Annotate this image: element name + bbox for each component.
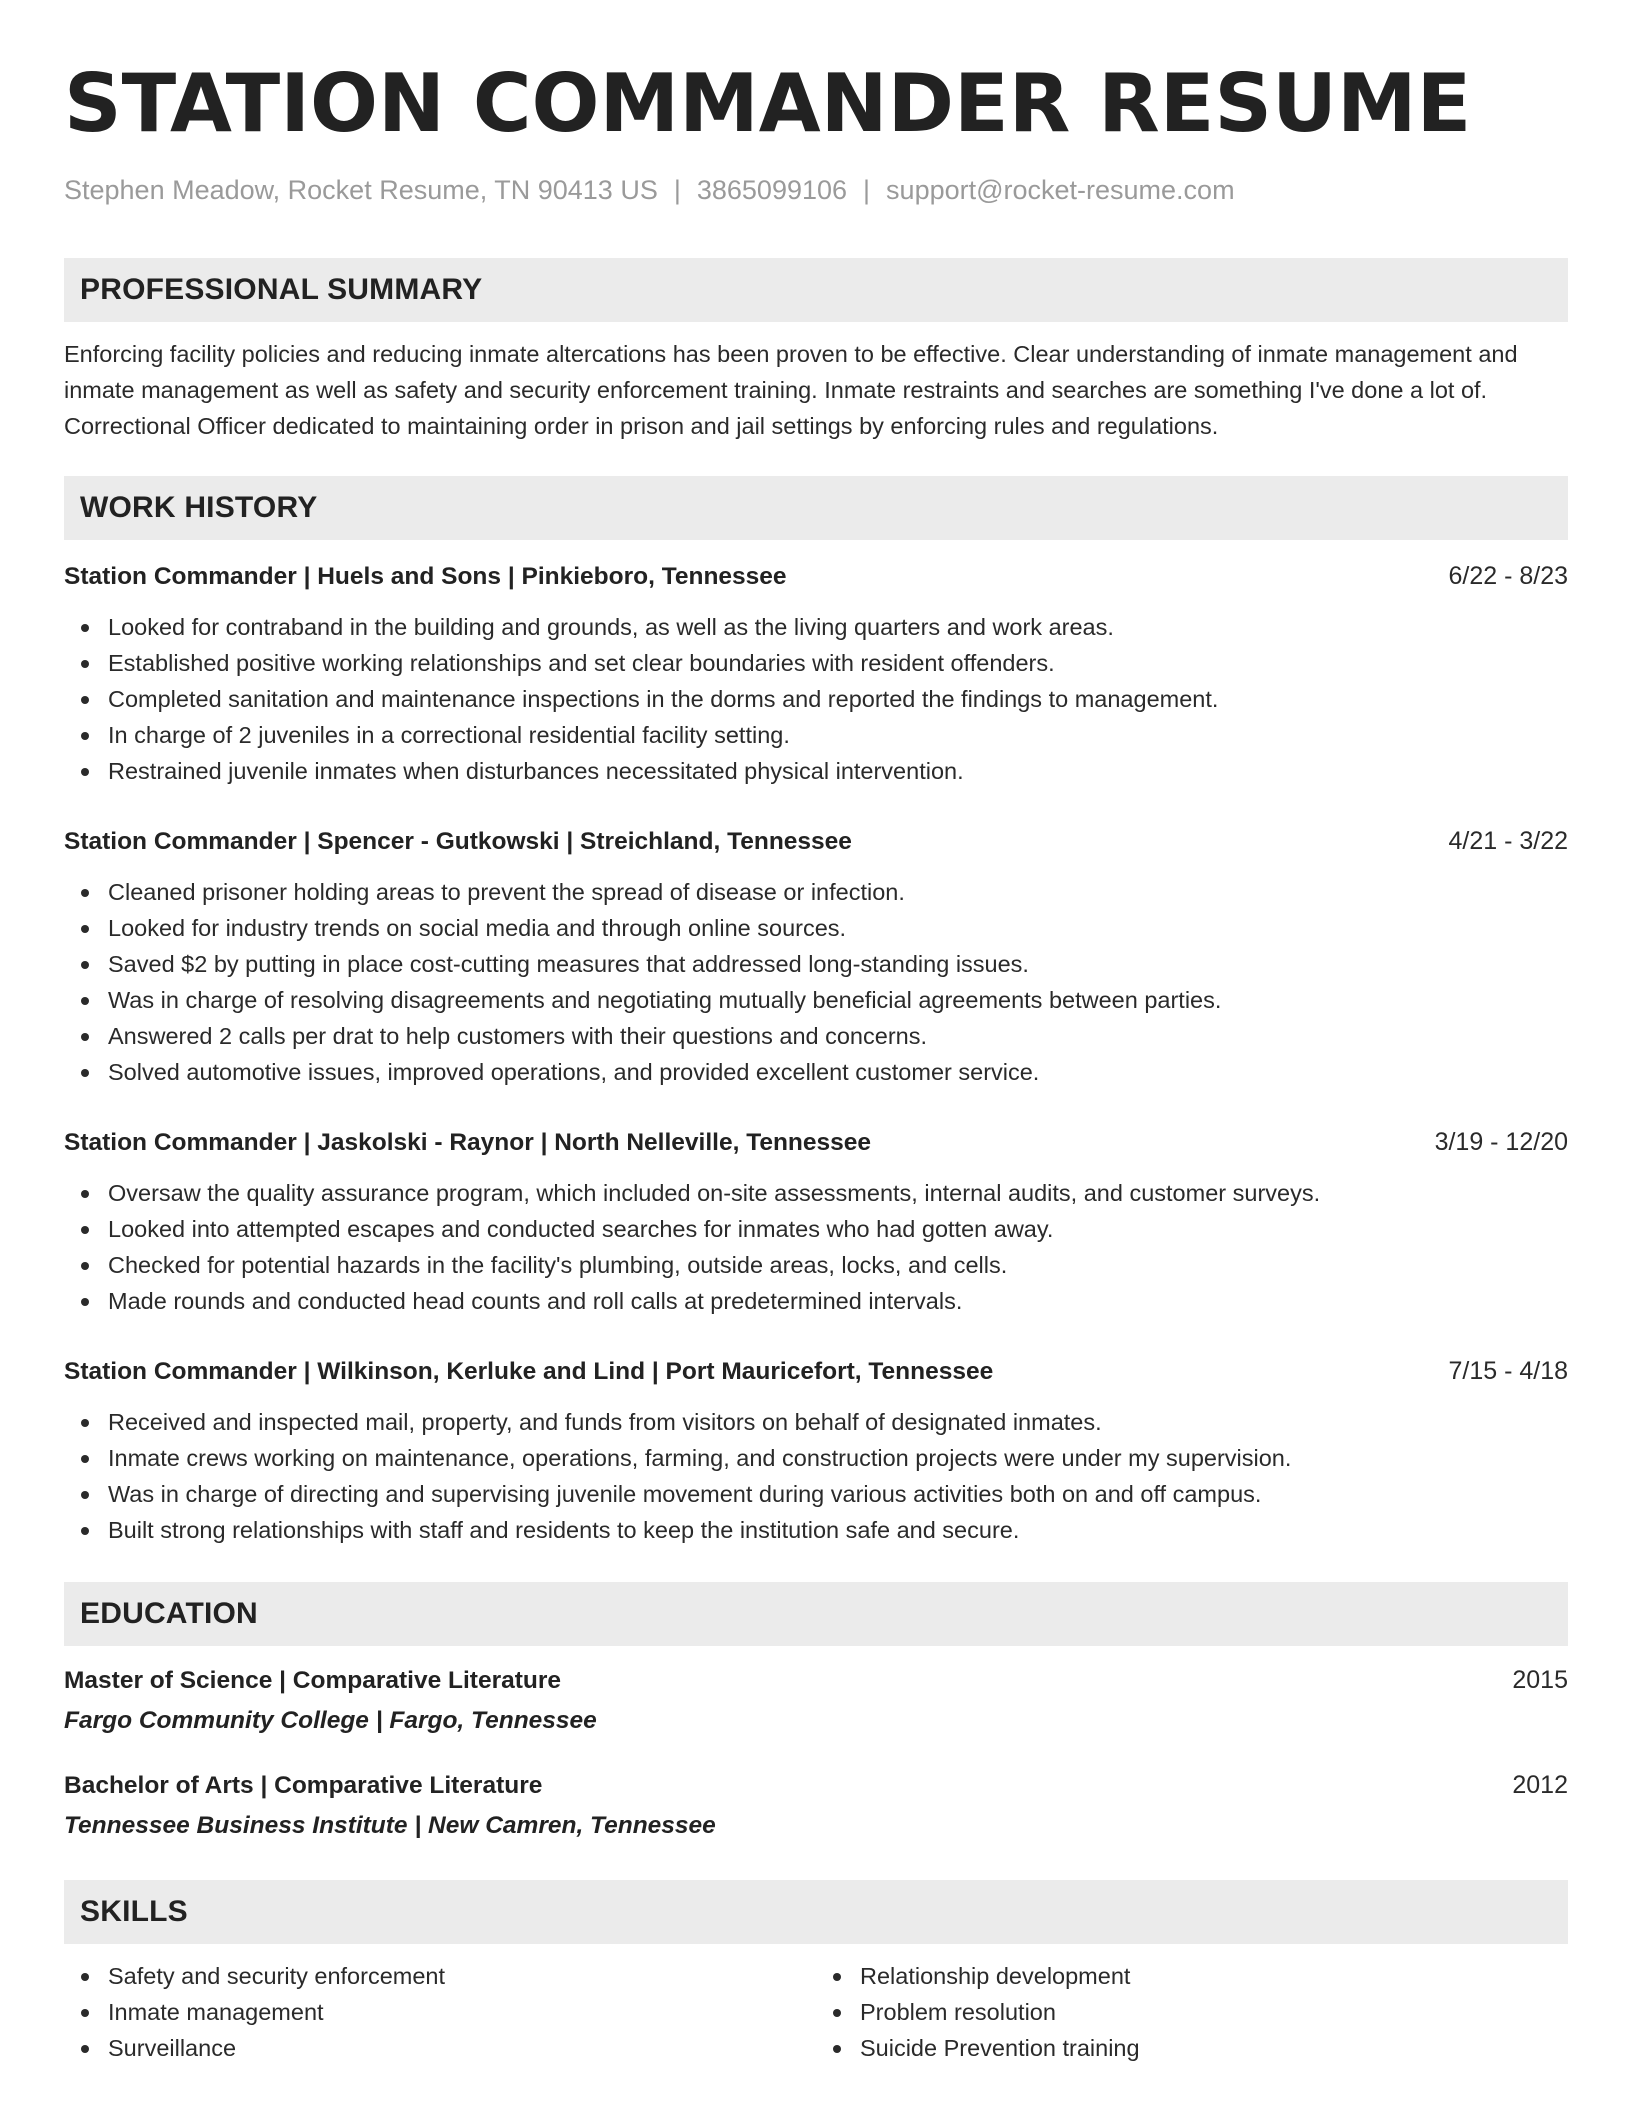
- contact-address: Stephen Meadow, Rocket Resume, TN 90413 US: [64, 175, 658, 205]
- job-duty: Solved automotive issues, improved operations, and provided excellent customer service.: [108, 1054, 1568, 1090]
- job-duty: In charge of 2 juveniles in a correctional residential facility setting.: [108, 717, 1568, 753]
- education-school: Tennessee Business Institute | New Camren, Tennessee: [64, 1812, 716, 1839]
- education-year: 2015: [1512, 1666, 1568, 1694]
- job-duties: [64, 609, 1568, 789]
- education-degree: Master of Science | Comparative Literature: [64, 1667, 562, 1694]
- work-history-section: [64, 476, 1568, 1548]
- job-header: [64, 558, 1568, 595]
- skills-list: [816, 1958, 1568, 2066]
- skill-item: Surveillance: [108, 2030, 816, 2066]
- job-duty: Checked for potential hazards in the facility's plumbing, outside areas, locks, and cells.: [108, 1247, 1568, 1283]
- job-entry: [64, 558, 1568, 789]
- education-entry: [64, 1662, 1568, 1739]
- education-section: [64, 1582, 1568, 1844]
- skill-item: Safety and security enforcement: [108, 1958, 816, 1994]
- skills-column-left: [64, 1958, 816, 2066]
- section-header-education: EDUCATION: [64, 1582, 1568, 1646]
- job-duty: Restrained juvenile inmates when disturbances necessitated physical intervention.: [108, 753, 1568, 789]
- skills-column-right: [816, 1958, 1568, 2066]
- job-duty: Looked into attempted escapes and conducted searches for inmates who had gotten away.: [108, 1211, 1568, 1247]
- job-duty: Was in charge of resolving disagreements and negotiating mutually beneficial agreements between parties.: [108, 982, 1568, 1018]
- job-dates: 3/19 - 12/20: [1434, 1128, 1568, 1156]
- contact-separator: |: [673, 175, 681, 205]
- education-degree: Bachelor of Arts | Comparative Literature: [64, 1772, 543, 1799]
- skills-section: [64, 1880, 1568, 2066]
- job-duty: Inmate crews working on maintenance, operations, farming, and construction projects were under my supervision.: [108, 1440, 1568, 1476]
- contact-phone: 3865099106: [696, 175, 848, 205]
- section-header-work-history: WORK HISTORY: [64, 476, 1568, 540]
- summary-text: Enforcing facility policies and reducing inmate altercations has been proven to be effective. Clear understanding of inmate management and inmate management as well as safety and security enforcement training. Inmate restraints and searches are something I've done a lot of. Correctional Officer dedicated to maintaining order in prison and jail settings by enforcing rules and regulations.: [64, 341, 1518, 439]
- job-header: [64, 1124, 1568, 1161]
- education-header: [64, 1662, 1568, 1699]
- education-school: Fargo Community College | Fargo, Tennessee: [64, 1707, 597, 1734]
- job-duty: Built strong relationships with staff and residents to keep the institution safe and secure.: [108, 1512, 1568, 1548]
- contact-email: support@rocket-resume.com: [886, 175, 1235, 205]
- job-duties: [64, 1175, 1568, 1319]
- job-duty: Looked for industry trends on social media and through online sources.: [108, 910, 1568, 946]
- resume-title: STATION COMMANDER RESUME: [64, 57, 1472, 150]
- job-title: Station Commander | Spencer - Gutkowski | Streichland, Tennessee: [64, 828, 852, 855]
- job-duties: [64, 1404, 1568, 1548]
- job-entry: [64, 823, 1568, 1090]
- job-header: [64, 1353, 1568, 1390]
- skill-item: Relationship development: [860, 1958, 1568, 1994]
- skill-item: Inmate management: [108, 1994, 816, 2030]
- job-duty: Looked for contraband in the building and grounds, as well as the living quarters and work areas.: [108, 609, 1568, 645]
- contact-line: [64, 172, 1568, 208]
- contact-separator: |: [863, 175, 871, 205]
- job-duty: Oversaw the quality assurance program, which included on-site assessments, internal audits, and customer surveys.: [108, 1175, 1568, 1211]
- job-duty: Answered 2 calls per drat to help customers with their questions and concerns.: [108, 1018, 1568, 1054]
- section-header-skills: SKILLS: [64, 1880, 1568, 1944]
- skill-item: Problem resolution: [860, 1994, 1568, 2030]
- job-duty: Was in charge of directing and supervising juvenile movement during various activities both on and off campus.: [108, 1476, 1568, 1512]
- job-dates: 7/15 - 4/18: [1448, 1357, 1568, 1385]
- education-entry: [64, 1767, 1568, 1844]
- job-duty: Established positive working relationships and set clear boundaries with resident offenders.: [108, 645, 1568, 681]
- job-entry: [64, 1353, 1568, 1548]
- education-header: [64, 1767, 1568, 1804]
- job-duty: Received and inspected mail, property, and funds from visitors on behalf of designated inmates.: [108, 1404, 1568, 1440]
- job-dates: 6/22 - 8/23: [1448, 562, 1568, 590]
- skills-columns: [64, 1958, 1568, 2066]
- section-header-summary: PROFESSIONAL SUMMARY: [64, 258, 1568, 322]
- job-duties: [64, 874, 1568, 1090]
- job-header: [64, 823, 1568, 860]
- job-title: Station Commander | Wilkinson, Kerluke and Lind | Port Mauricefort, Tennessee: [64, 1358, 994, 1385]
- skills-list: [64, 1958, 816, 2066]
- job-duty: Made rounds and conducted head counts and roll calls at predetermined intervals.: [108, 1283, 1568, 1319]
- job-duty: Saved $2 by putting in place cost-cutting measures that addressed long-standing issues.: [108, 946, 1568, 982]
- job-title: Station Commander | Jaskolski - Raynor | North Nelleville, Tennessee: [64, 1129, 872, 1156]
- job-entry: [64, 1124, 1568, 1319]
- job-duty: Completed sanitation and maintenance inspections in the dorms and reported the findings to management.: [108, 681, 1568, 717]
- job-duty: Cleaned prisoner holding areas to prevent the spread of disease or infection.: [108, 874, 1568, 910]
- skill-item: Suicide Prevention training: [860, 2030, 1568, 2066]
- job-dates: 4/21 - 3/22: [1448, 827, 1568, 855]
- job-title: Station Commander | Huels and Sons | Pinkieboro, Tennessee: [64, 563, 787, 590]
- summary-section: [64, 258, 1568, 444]
- education-year: 2012: [1512, 1771, 1568, 1799]
